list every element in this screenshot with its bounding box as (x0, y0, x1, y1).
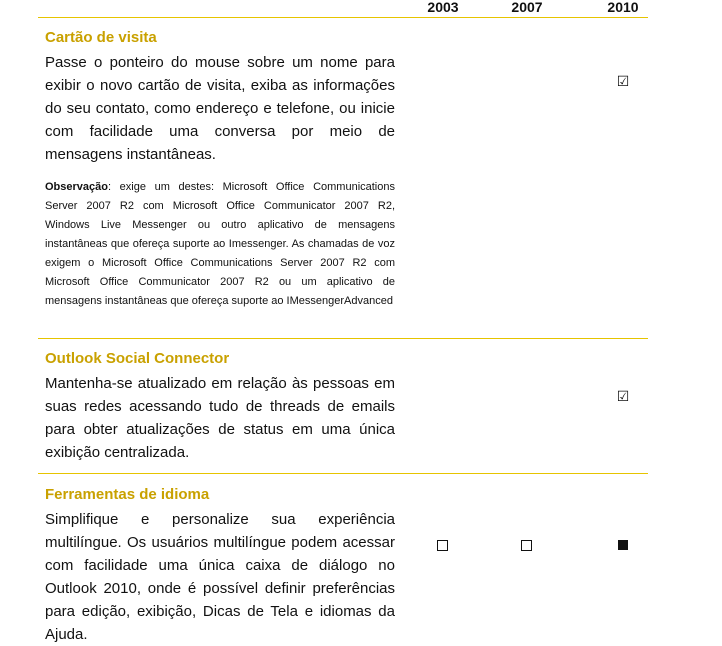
feature-business-card (45, 29, 395, 311)
feature-title: Cartão de visita (45, 29, 157, 46)
note-text: : exige um destes: Microsoft Office Communications Server 2007 R2 com Microsoft Office Communicator 2007 R2, Windows Live Messenger ou outro aplicativo de mensagens instantâneas que ofereça suporte ao Imessenger. As chamadas de voz exigem o Microsoft Office Communications Server 2007 R2 com Microsoft Office Communicator 2007 R2 ou um aplicativo de mensagens instantâneas que ofereça suporte ao IMessengerAdvanced (45, 181, 395, 307)
column-header-2007: 2007 (511, 0, 543, 15)
checked-box-icon: ☑ (616, 389, 630, 405)
row-divider (38, 338, 648, 339)
feature-title: Outlook Social Connector (45, 350, 230, 367)
feature-social-connector (45, 350, 395, 464)
empty-box-icon (521, 540, 532, 551)
feature-description: Mantenha-se atualizado em relação às pessoas em suas redes acessando tudo de threads de emails para obter atualizações de status em uma única exibição centralizada. (45, 375, 395, 461)
header-divider (38, 17, 648, 18)
note-label: Observação (45, 181, 108, 193)
checked-box-icon: ☑ (616, 74, 630, 90)
filled-box-icon (618, 540, 628, 550)
feature-description: Passe o ponteiro do mouse sobre um nome para exibir o novo cartão de visita, exiba as informações do seu contato, como endereço e telefone, ou inicie com facilidade uma conversa por meio de mensagens instantâneas. (45, 54, 395, 163)
feature-language-tools (45, 486, 395, 646)
row-divider (38, 473, 648, 474)
empty-box-icon (437, 540, 448, 551)
feature-description: Simplifique e personalize sua experiência multilíngue. Os usuários multilíngue podem acessar com facilidade uma única caixa de diálogo no Outlook 2010, onde é possível definir preferências para edição, exibição, Dicas de Tela e idiomas da Ajuda. (45, 511, 395, 643)
column-header-2003: 2003 (427, 0, 459, 15)
feature-title: Ferramentas de idioma (45, 486, 210, 503)
column-header-2010: 2010 (607, 0, 639, 15)
feature-note (45, 178, 395, 311)
